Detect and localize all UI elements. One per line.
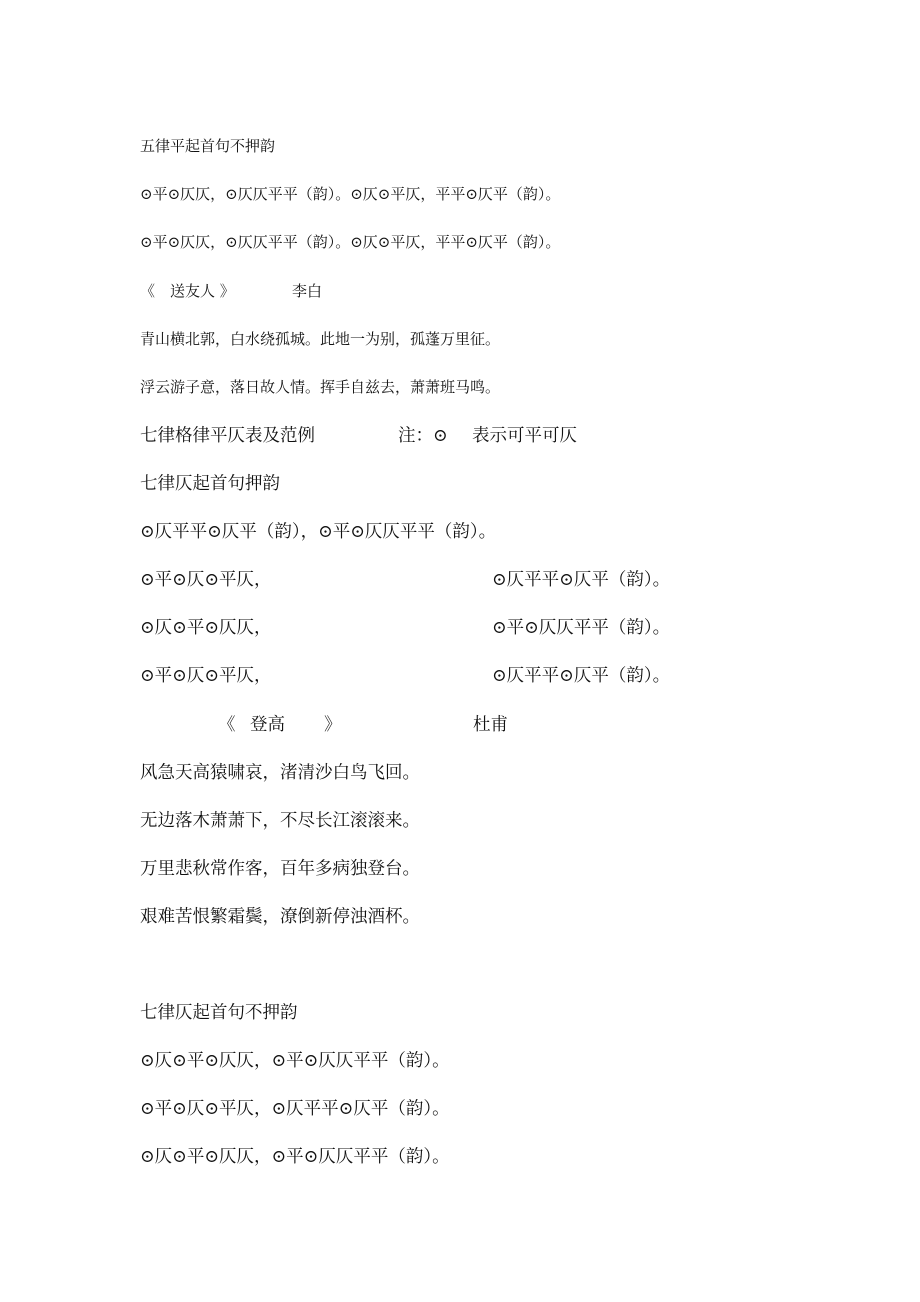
section-title-qilv-rhyme: 七律仄起首句押韵 <box>140 474 280 494</box>
poem-title-open: 《 <box>218 715 236 735</box>
pattern-line: ⊙仄⊙平⊙仄仄，⊙平⊙仄仄平平（韵）。 <box>140 1051 450 1071</box>
pattern-right: ⊙平⊙仄仄平平（韵）。 <box>492 618 671 638</box>
poem-line: 青山横北郭，白水绕孤城。此地一为别，孤蓬万里征。 <box>140 330 501 348</box>
pattern-right: ⊙仄平平⊙仄平（韵）。 <box>492 570 671 590</box>
pattern-line: ⊙平⊙仄⊙平仄，⊙仄平平⊙仄平（韵）。 <box>140 1099 450 1119</box>
pattern-line: ⊙仄平平⊙仄平（韵），⊙平⊙仄仄平平（韵）。 <box>140 522 497 542</box>
poem-title-songyouren: 《 送友人 》 <box>140 282 235 300</box>
pattern-right: ⊙仄平平⊙仄平（韵）。 <box>492 666 671 686</box>
poem-title-denggao: 登高 <box>250 715 285 735</box>
section-title-qilv-norhyme: 七律仄起首句不押韵 <box>140 1003 298 1023</box>
poem-line: 风急天高猿啸哀，渚清沙白鸟飞回。 <box>140 763 420 783</box>
pattern-left: ⊙仄⊙平⊙仄仄， <box>140 618 272 638</box>
poem-line: 艰难苦恨繁霜鬓，潦倒新停浊酒杯。 <box>140 907 420 927</box>
poem-title-close: 》 <box>324 715 342 735</box>
note-text: 表示可平可仄 <box>472 426 577 446</box>
pattern-left: ⊙平⊙仄⊙平仄， <box>140 570 272 590</box>
pattern-line: ⊙仄⊙平⊙仄仄，⊙平⊙仄仄平平（韵）。 <box>140 1147 450 1167</box>
note-label: 注：⊙ <box>398 426 448 446</box>
poem-author-dufu: 杜甫 <box>473 715 508 735</box>
poem-line: 无边落木萧萧下，不尽长江滚滚来。 <box>140 811 420 831</box>
pattern-line: ⊙平⊙仄仄，⊙仄仄平平（韵）。⊙仄⊙平仄，平平⊙仄平（韵）。 <box>140 233 561 251</box>
poem-line: 万里悲秋常作客，百年多病独登台。 <box>140 859 420 879</box>
section-title-wulv: 五律平起首句不押韵 <box>140 137 276 155</box>
pattern-line: ⊙平⊙仄仄，⊙仄仄平平（韵）。⊙仄⊙平仄，平平⊙仄平（韵）。 <box>140 185 561 203</box>
poem-author-libai: 李白 <box>292 282 323 300</box>
pattern-left: ⊙平⊙仄⊙平仄， <box>140 666 272 686</box>
section-title-qilv-table: 七律格律平仄表及范例 <box>140 426 315 446</box>
poem-line: 浮云游子意，落日故人情。挥手自兹去，萧萧班马鸣。 <box>140 378 501 396</box>
